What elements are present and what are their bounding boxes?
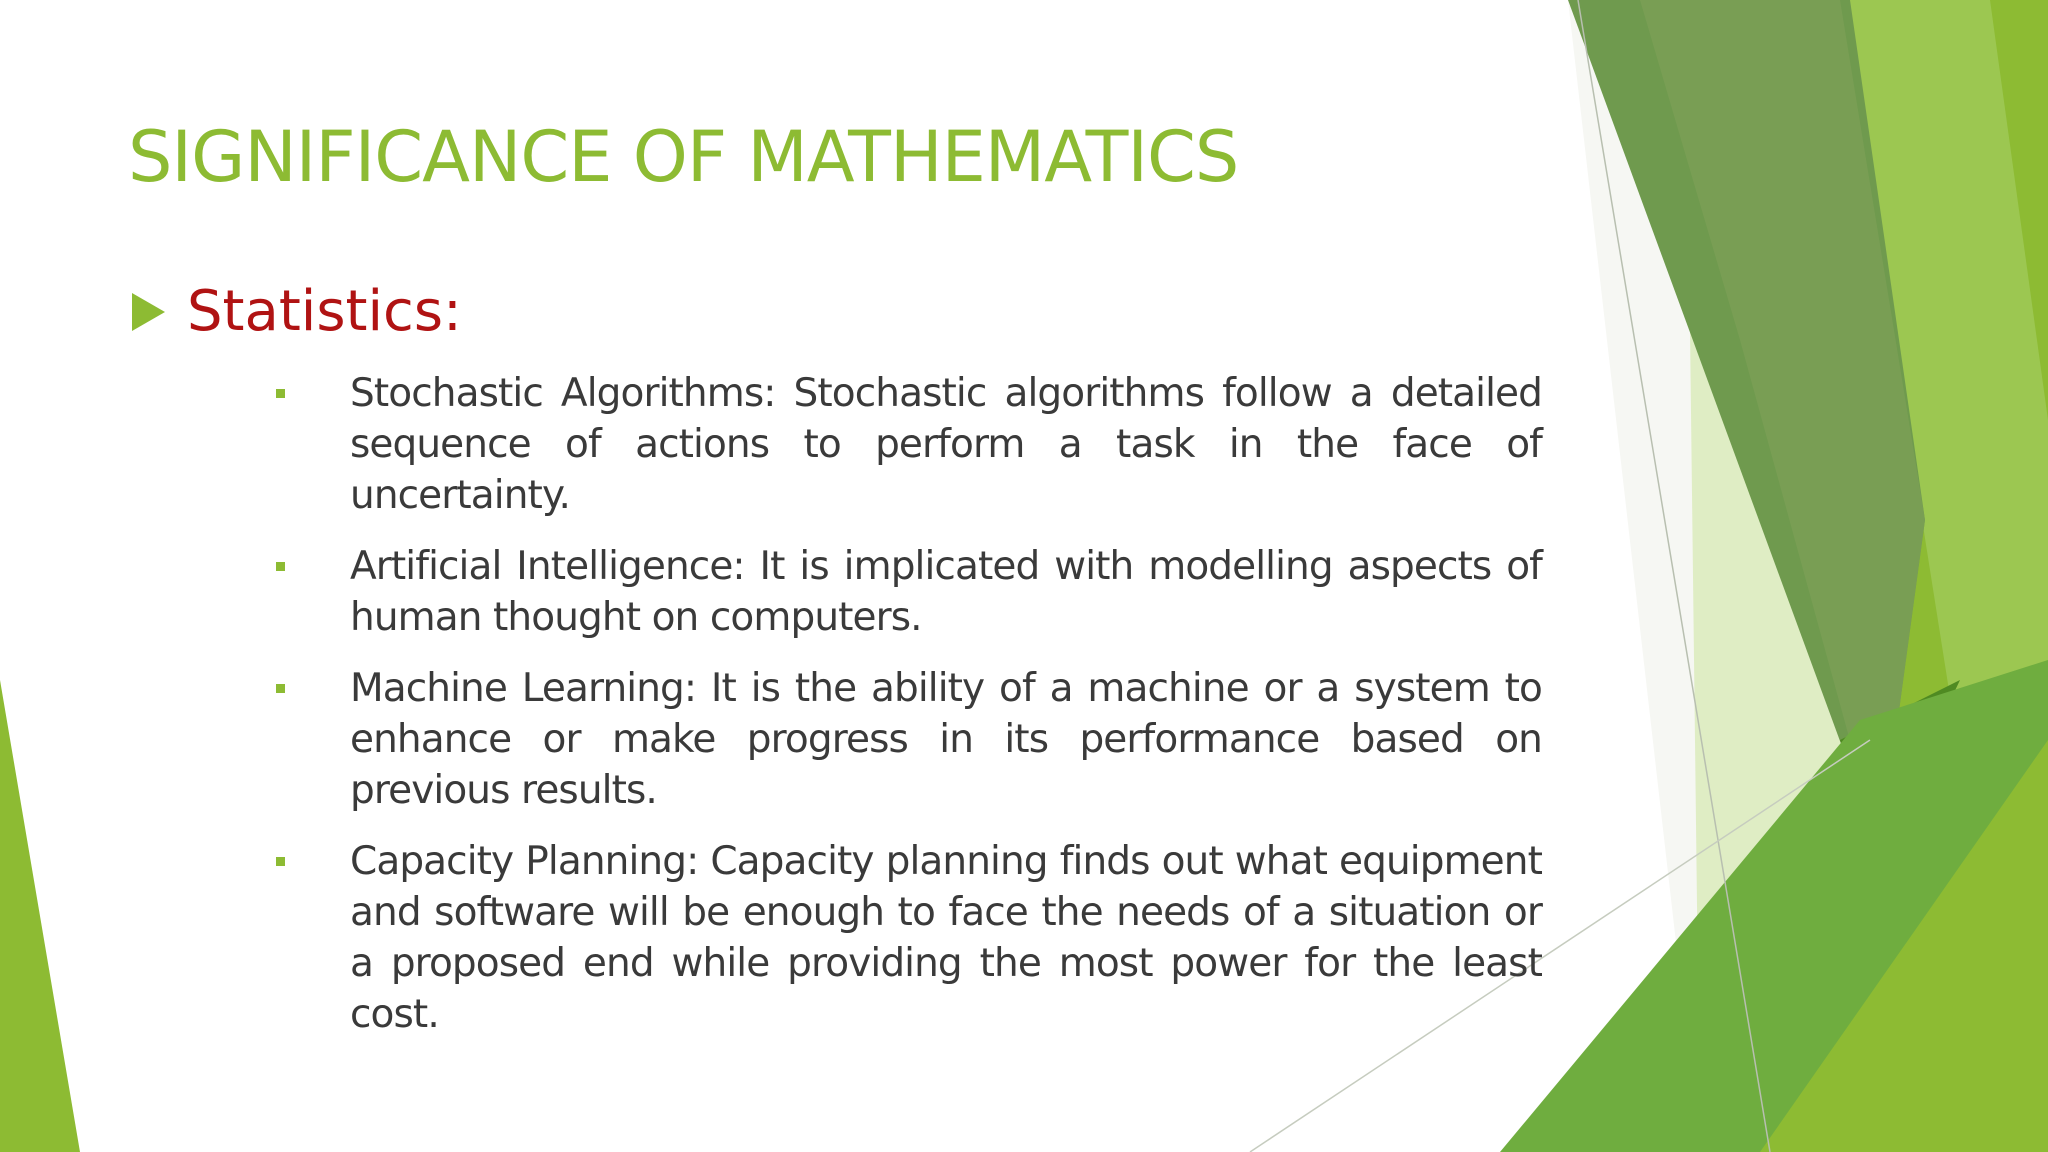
list-item <box>268 368 1542 521</box>
left-bottom-green-wedge <box>0 680 80 1152</box>
square-bullet-icon <box>276 389 285 398</box>
square-bullet-icon <box>276 857 285 866</box>
square-bullet-icon <box>276 562 285 571</box>
list-item <box>268 541 1542 643</box>
square-bullet-icon <box>276 684 285 693</box>
list-item-text: Artificial Intelligence: It is implicated with modelling aspects of human thought on computers. <box>350 544 1542 640</box>
section-heading-label: Statistics: <box>187 279 462 344</box>
slide-title: SIGNIFICANCE OF MATHEMATICS <box>128 116 1239 198</box>
list-item <box>268 836 1542 1040</box>
bullet-list <box>268 368 1542 1060</box>
triangle-arrow-icon <box>132 293 165 331</box>
list-item-text: Machine Learning: It is the ability of a machine or a system to enhance or make progress in its performance based on previous results. <box>350 666 1542 813</box>
list-item-text: Stochastic Algorithms: Stochastic algorithms follow a detailed sequence of actions to perform a task in the face of uncertainty. <box>350 371 1542 518</box>
list-item-text: Capacity Planning: Capacity planning finds out what equipment and software will be enough to face the needs of a situation or a proposed end while providing the most power for the least cost. <box>350 839 1542 1037</box>
list-item <box>268 663 1542 816</box>
section-heading <box>132 276 462 348</box>
